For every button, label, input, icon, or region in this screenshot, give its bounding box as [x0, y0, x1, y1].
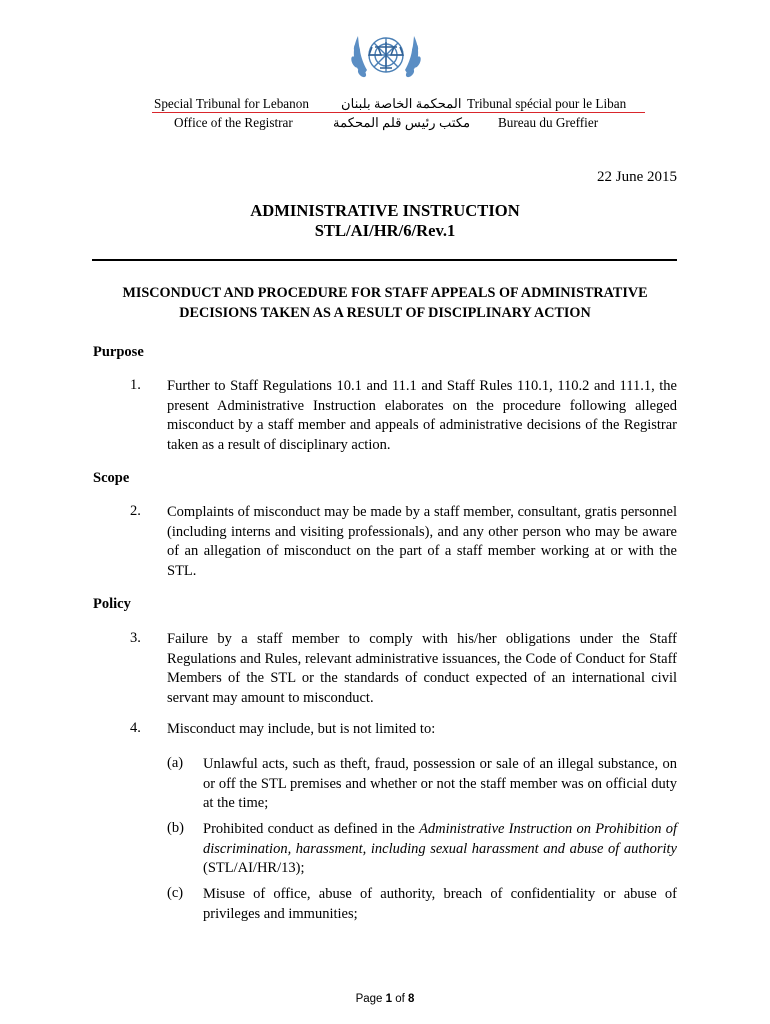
subitem-b-referenced-instruction: Administrative Instruction on Prohibition of discrimination, harassment, including sexual harassment and abuse of authority	[203, 821, 677, 857]
letterhead-divider	[152, 112, 645, 113]
title-rule	[92, 259, 677, 261]
subtitle-line-2: DECISIONS TAKEN AS A RESULT OF DISCIPLINARY ACTION	[179, 305, 591, 321]
subitem-a: Unlawful acts, such as theft, fraud, possession or sale of an illegal substance, on or off the STL premises and whether or not the staff member was on official duty at the time;	[203, 756, 677, 811]
section-heading-policy: Policy	[93, 596, 131, 612]
section-heading-scope: Scope	[93, 470, 130, 486]
subitem-b	[203, 820, 677, 879]
subitem-label-c: (c)	[167, 885, 184, 901]
un-emblem-scales-icon	[345, 22, 427, 94]
section-heading-purpose: Purpose	[93, 344, 144, 360]
document-date: 22 June 2015	[597, 169, 677, 185]
letterhead-ar-office: مكتب رئيس قلم المحكمة	[333, 115, 471, 130]
letterhead-ar-name: المحكمة الخاصة بلبنان	[341, 96, 462, 111]
paragraph-number-3: 3.	[130, 630, 141, 646]
paragraph-number-1: 1.	[130, 377, 141, 393]
subitem-b-text-post: (STL/AI/HR/13);	[203, 860, 305, 876]
paragraph-2: Complaints of misconduct may be made by a staff member, consultant, gratis personnel (including interns and visiting professionals), and any other person who may be aware of an allegation of misconduct on the part of a staff member working at or with the STL.	[167, 504, 677, 579]
letterhead-fr-office: Bureau du Greffier	[498, 115, 599, 130]
paragraph-3: Failure by a staff member to comply with his/her obligations under the Staff Regulations and Rules, relevant administrative issuances, the Code of Conduct for Staff Members of the STL or the standards of conduct expected of an international civil servant may amount to misconduct.	[167, 631, 677, 706]
subitem-c: Misuse of office, abuse of authority, breach of confidentiality or abuse of privileges and immunities;	[203, 886, 677, 922]
document-reference: STL/AI/HR/6/Rev.1	[314, 221, 456, 240]
subtitle-line-1: MISCONDUCT AND PROCEDURE FOR STAFF APPEALS OF ADMINISTRATIVE	[122, 285, 648, 301]
document-title: ADMINISTRATIVE INSTRUCTION	[250, 201, 520, 220]
paragraph-4: Misconduct may include, but is not limited to:	[167, 721, 436, 737]
footer-page-number: 1	[385, 993, 393, 1005]
subitem-label-a: (a)	[167, 755, 184, 771]
footer-page-total: 8	[408, 993, 415, 1005]
paragraph-number-2: 2.	[130, 503, 141, 519]
letterhead-en-office: Office of the Registrar	[174, 115, 293, 130]
subitem-label-b: (b)	[167, 820, 184, 836]
footer-of: of	[392, 993, 409, 1005]
subitem-b-text-pre: Prohibited conduct as defined in the	[203, 821, 420, 837]
document-subtitle	[80, 283, 690, 323]
footer-prefix: Page	[355, 993, 386, 1005]
paragraph-number-4: 4.	[130, 720, 141, 736]
page-footer	[0, 993, 770, 1005]
letterhead-en-name: Special Tribunal for Lebanon	[154, 96, 309, 111]
letterhead-fr-name: Tribunal spécial pour le Liban	[467, 96, 627, 111]
paragraph-1: Further to Staff Regulations 10.1 and 11.1 and Staff Rules 110.1, 110.2 and 111.1, the present Administrative Instruction elaborates on the procedure following alleged misconduct by a staff member and appeals of administrative decisions of the Registrar taken as a result of disciplinary action.	[167, 378, 677, 453]
